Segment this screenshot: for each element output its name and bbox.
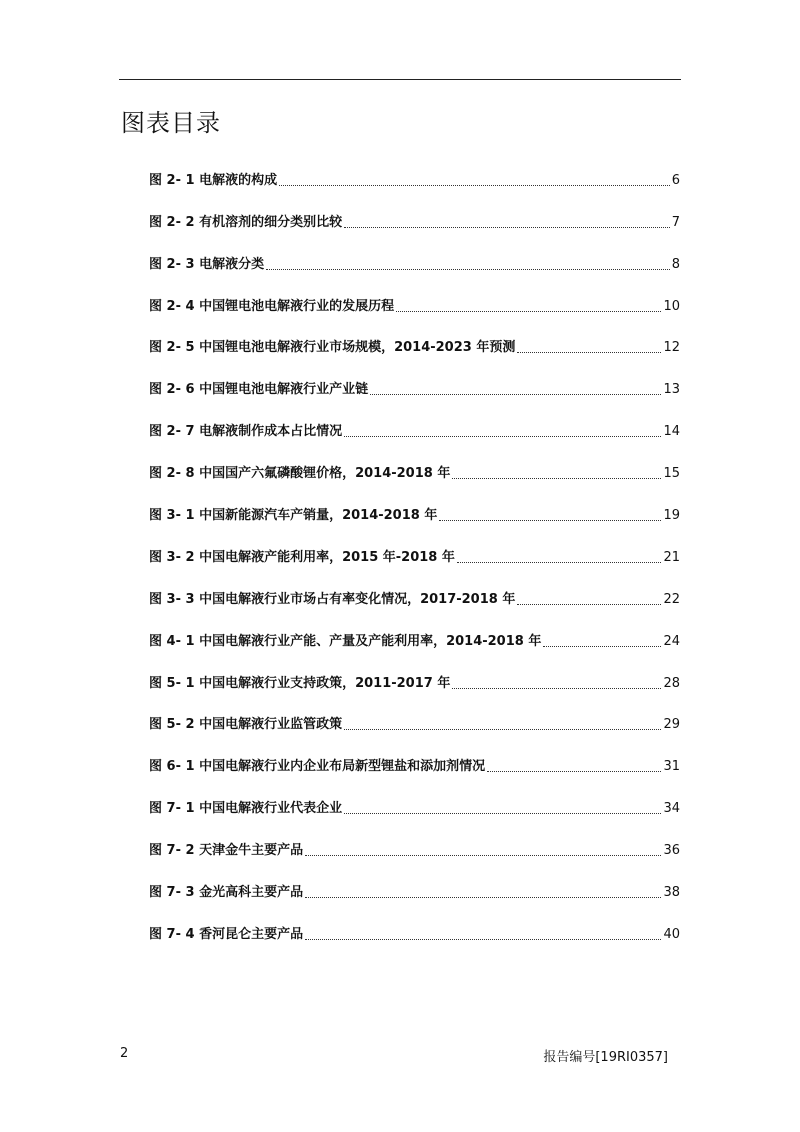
toc-leader bbox=[543, 646, 661, 647]
toc-entry-page: 19 bbox=[663, 508, 680, 524]
toc-entry[interactable] bbox=[149, 902, 680, 944]
toc-entry-page: 21 bbox=[663, 549, 680, 565]
toc-leader bbox=[396, 311, 661, 312]
toc-entry[interactable] bbox=[149, 483, 680, 525]
footer-report-number: 报告编号[19RI0357] bbox=[543, 1050, 668, 1065]
toc-entry[interactable] bbox=[149, 734, 680, 776]
footer-page-number: 2 bbox=[120, 1046, 129, 1061]
toc-entry-label: 图 5- 1 中国电解液行业支持政策，2011-2017 年 bbox=[149, 675, 451, 691]
toc-leader bbox=[452, 688, 661, 689]
toc-heading: 图表目录 bbox=[121, 109, 221, 137]
toc-entry[interactable] bbox=[149, 232, 680, 274]
toc-entry[interactable] bbox=[149, 776, 680, 818]
toc-entry-label: 图 3- 2 中国电解液产能利用率，2015 年-2018 年 bbox=[149, 549, 455, 565]
toc-leader bbox=[452, 478, 661, 479]
toc-entry-page: 29 bbox=[663, 717, 680, 733]
toc-entry[interactable] bbox=[149, 693, 680, 735]
toc-entry[interactable] bbox=[149, 651, 680, 693]
toc-leader bbox=[439, 520, 661, 521]
toc-entry-page: 34 bbox=[663, 801, 680, 817]
toc-entry[interactable] bbox=[149, 399, 680, 441]
toc-entry[interactable] bbox=[149, 860, 680, 902]
toc-leader bbox=[344, 227, 670, 228]
toc-leader bbox=[457, 562, 662, 563]
toc-entry-label: 图 7- 3 金光高科主要产品 bbox=[149, 885, 304, 901]
toc-entry-label: 图 2- 5 中国锂电池电解液行业市场规模，2014-2023 年预测 bbox=[149, 340, 516, 356]
toc-entry-page: 24 bbox=[663, 633, 680, 649]
toc-leader bbox=[517, 604, 661, 605]
toc-entry-label: 图 3- 3 中国电解液行业市场占有率变化情况，2017-2018 年 bbox=[149, 591, 516, 607]
toc-entry[interactable] bbox=[149, 190, 680, 232]
toc-entry-label: 图 3- 1 中国新能源汽车产销量，2014-2018 年 bbox=[149, 508, 438, 524]
toc-entry-page: 14 bbox=[663, 424, 680, 440]
toc-entry-page: 36 bbox=[663, 843, 680, 859]
toc-entry-page: 7 bbox=[671, 214, 680, 230]
toc-entry-label: 图 2- 2 有机溶剂的细分类别比较 bbox=[149, 214, 343, 230]
toc-entry-page: 6 bbox=[671, 172, 680, 188]
toc-entry[interactable] bbox=[149, 818, 680, 860]
toc-entry-page: 8 bbox=[671, 256, 680, 272]
toc-entry-label: 图 2- 6 中国锂电池电解液行业产业链 bbox=[149, 382, 369, 398]
toc-entry-page: 12 bbox=[663, 340, 680, 356]
toc-leader bbox=[344, 436, 661, 437]
toc-entry-label: 图 2- 8 中国国产六氟磷酸锂价格，2014-2018 年 bbox=[149, 466, 451, 482]
toc-entry[interactable] bbox=[149, 441, 680, 483]
toc-leader bbox=[344, 813, 661, 814]
toc-entry-label: 图 2- 3 电解液分类 bbox=[149, 256, 265, 272]
toc-list bbox=[149, 148, 680, 944]
header-rule bbox=[119, 79, 681, 80]
toc-entry-page: 40 bbox=[663, 926, 680, 942]
toc-entry[interactable] bbox=[149, 609, 680, 651]
toc-leader bbox=[305, 939, 661, 940]
toc-entry-label: 图 2- 4 中国锂电池电解液行业的发展历程 bbox=[149, 298, 395, 314]
toc-leader bbox=[487, 771, 661, 772]
toc-entry[interactable] bbox=[149, 525, 680, 567]
toc-entry[interactable] bbox=[149, 357, 680, 399]
toc-entry-label: 图 2- 7 电解液制作成本占比情况 bbox=[149, 424, 343, 440]
toc-entry-page: 15 bbox=[663, 466, 680, 482]
toc-entry[interactable] bbox=[149, 567, 680, 609]
toc-leader bbox=[279, 185, 670, 186]
toc-entry-label: 图 7- 4 香河昆仑主要产品 bbox=[149, 926, 304, 942]
toc-entry-page: 31 bbox=[663, 759, 680, 775]
toc-entry-label: 图 5- 2 中国电解液行业监管政策 bbox=[149, 717, 343, 733]
toc-entry-label: 图 4- 1 中国电解液行业产能、产量及产能利用率，2014-2018 年 bbox=[149, 633, 542, 649]
toc-entry-page: 22 bbox=[663, 591, 680, 607]
toc-leader bbox=[344, 729, 661, 730]
toc-leader bbox=[370, 394, 661, 395]
toc-entry-page: 28 bbox=[663, 675, 680, 691]
toc-entry-label: 图 7- 2 天津金牛主要产品 bbox=[149, 843, 304, 859]
toc-leader bbox=[266, 269, 670, 270]
toc-leader bbox=[305, 855, 661, 856]
toc-leader bbox=[305, 897, 661, 898]
toc-entry-label: 图 6- 1 中国电解液行业内企业布局新型锂盐和添加剂情况 bbox=[149, 759, 486, 775]
toc-entry[interactable] bbox=[149, 316, 680, 358]
toc-entry[interactable] bbox=[149, 274, 680, 316]
toc-entry-page: 38 bbox=[663, 885, 680, 901]
toc-entry-label: 图 7- 1 中国电解液行业代表企业 bbox=[149, 801, 343, 817]
toc-entry[interactable] bbox=[149, 148, 680, 190]
toc-entry-page: 13 bbox=[663, 382, 680, 398]
toc-entry-label: 图 2- 1 电解液的构成 bbox=[149, 172, 278, 188]
toc-leader bbox=[517, 352, 661, 353]
toc-entry-page: 10 bbox=[663, 298, 680, 314]
